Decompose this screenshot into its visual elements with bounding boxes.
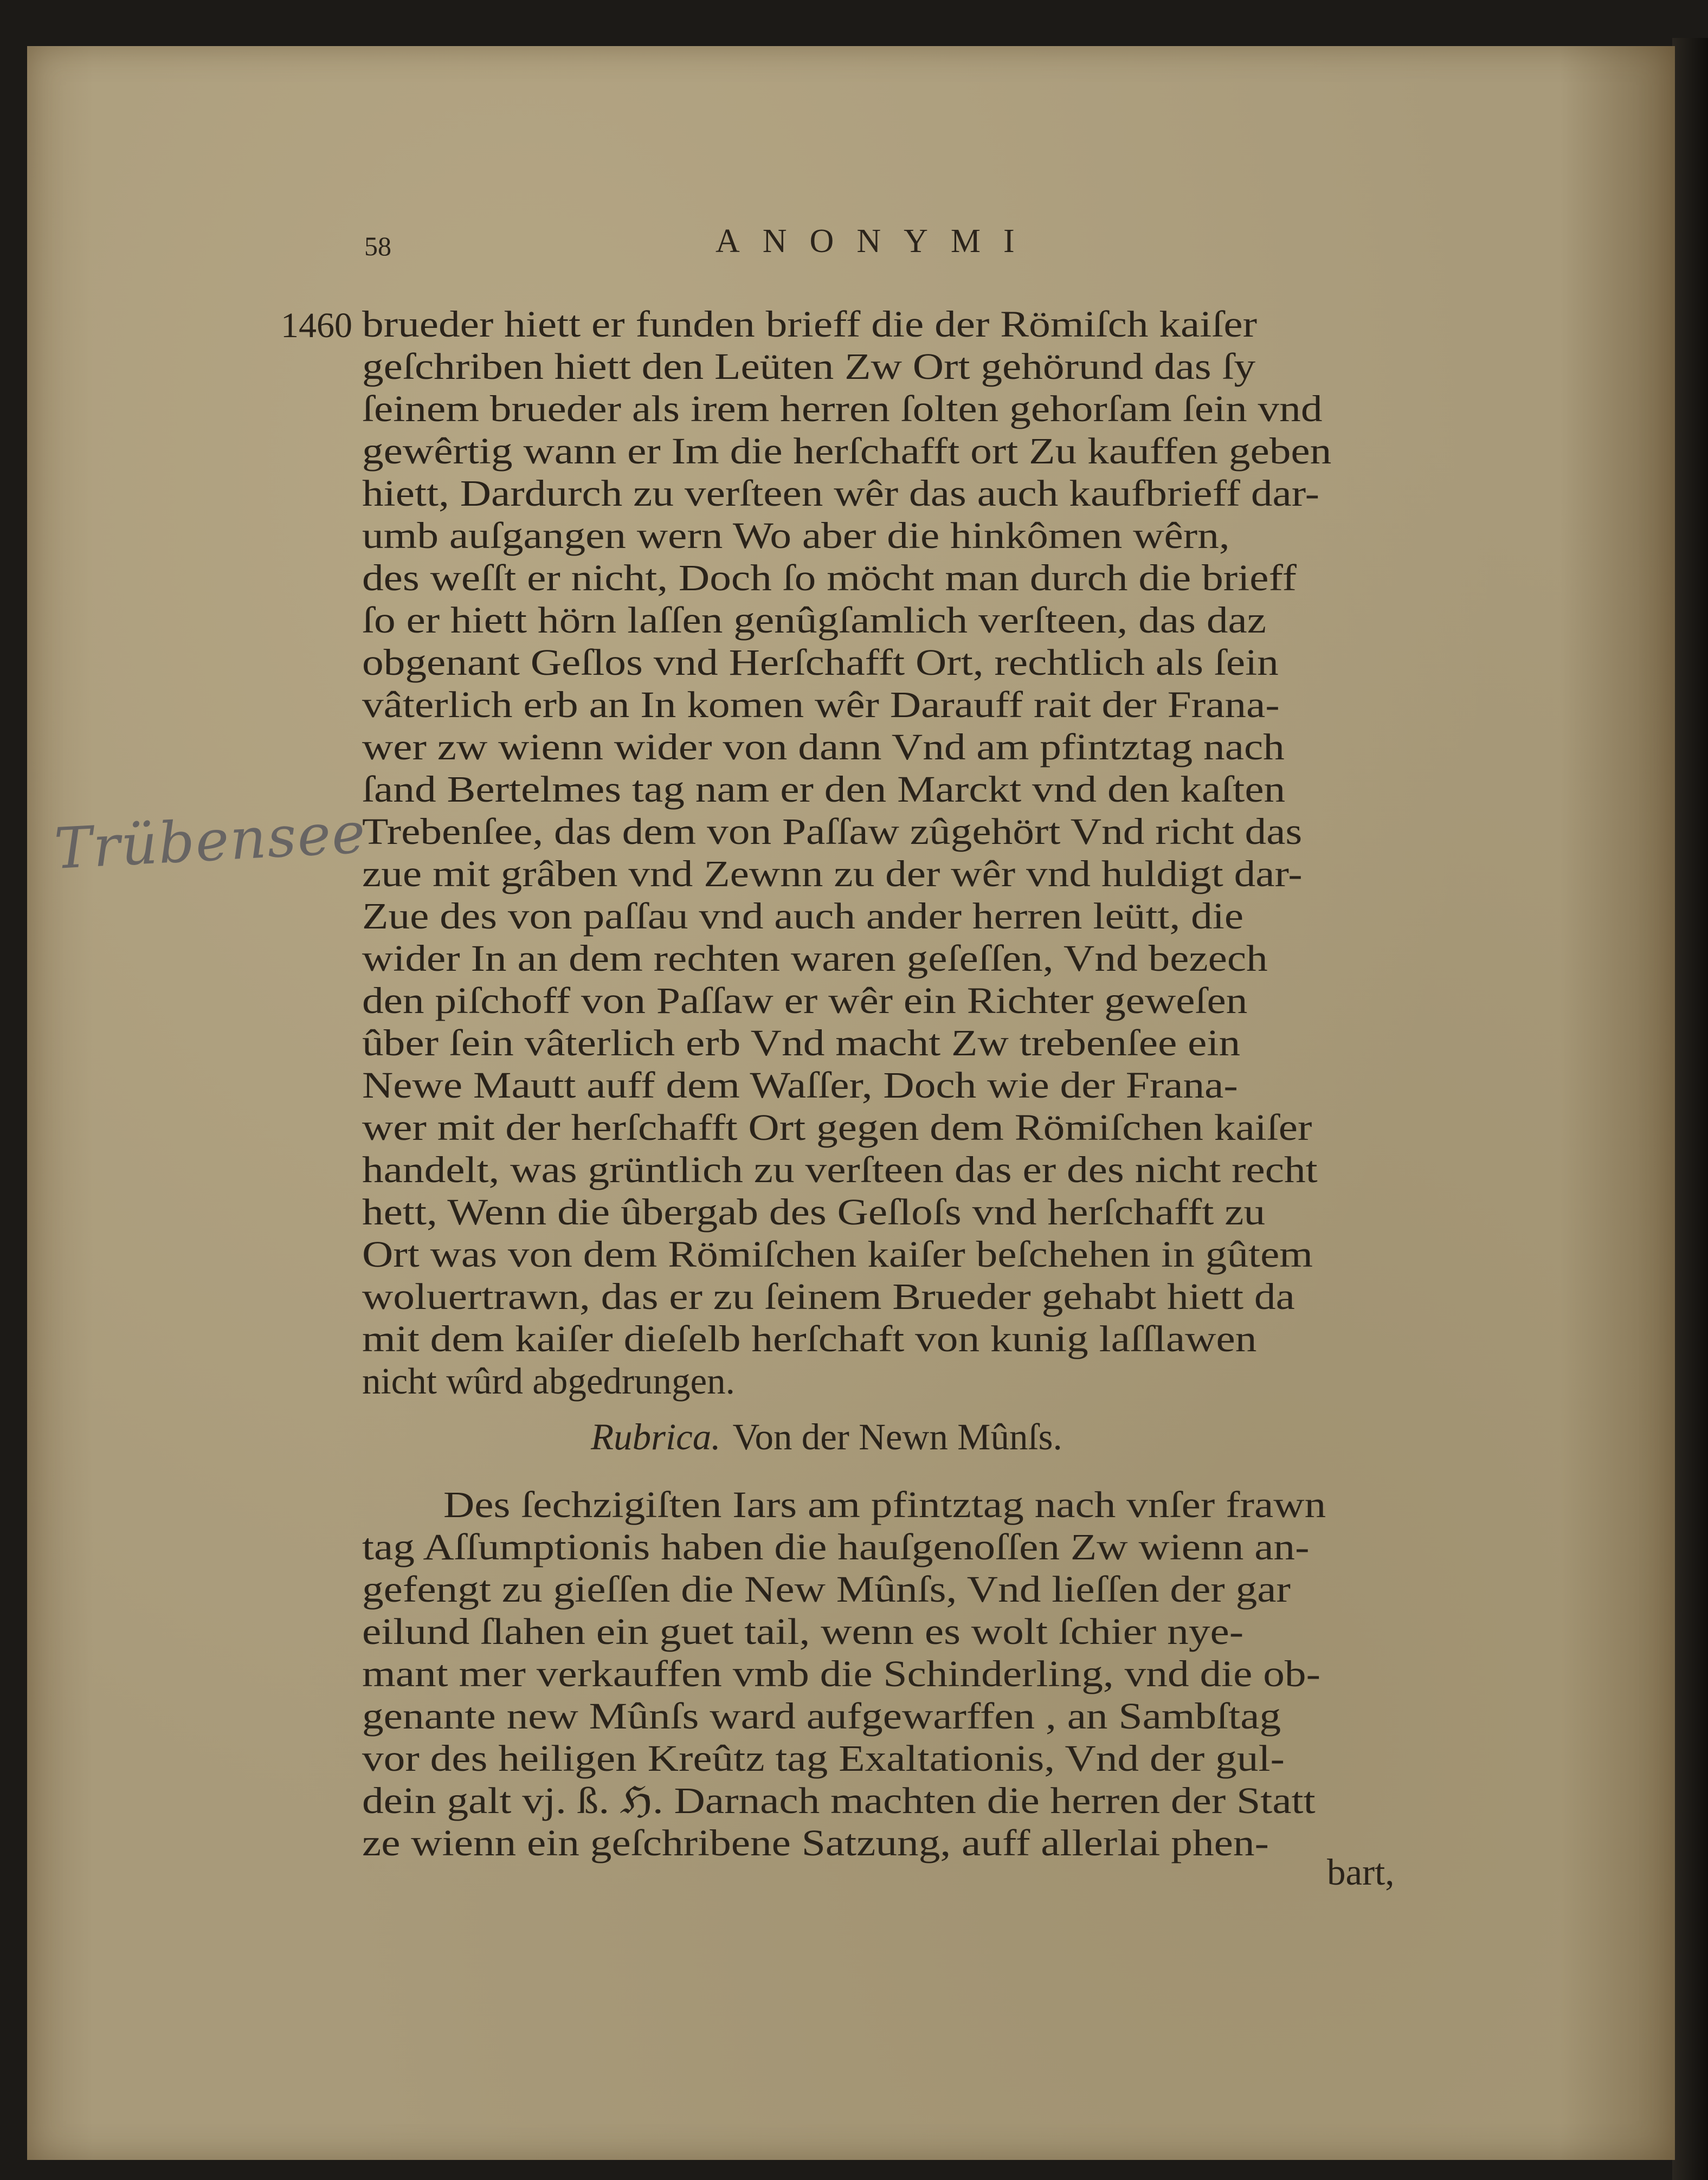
text-line: handelt, was grüntlich zu verſteen das er des nicht recht — [362, 1149, 1318, 1190]
rubric-heading — [591, 1416, 1062, 1459]
catchword: bart, — [1327, 1852, 1395, 1893]
rubric-title: Von der Newn Mûnſs. — [732, 1416, 1062, 1457]
text-line: mit dem kaiſer dieſelb herſchaft von kunig laſſlawen — [362, 1318, 1257, 1359]
text-line: vor des heiligen Kreûtz tag Exaltationis, Vnd der gul- — [362, 1738, 1285, 1779]
text-line: ſo er hiett hörn laſſen genûgſamlich verſteen, das daz — [362, 599, 1266, 641]
year-marker: 1460 — [281, 306, 352, 345]
text-line: ze wienn ein geſchribene Satzung, auff allerlai phen- — [362, 1822, 1269, 1863]
text-line: dein galt vj. ß. ℌ. Darnach machten die herren der Statt — [362, 1780, 1316, 1821]
text-line: Trebenſee, das dem von Paſſaw zûgehört Vnd richt das — [362, 811, 1303, 852]
text-line: tag Aſſumptionis haben die hauſgenoſſen Zw wienn an- — [362, 1526, 1310, 1568]
rubric-label: Rubrica. — [591, 1416, 721, 1457]
text-line: Newe Mautt auff dem Waſſer, Doch wie der Frana- — [362, 1065, 1238, 1106]
text-line: vâterlich erb an In komen wêr Darauff rait der Frana- — [362, 684, 1280, 725]
text-line: ſeinem brueder als irem herren ſolten gehorſam ſein vnd — [362, 388, 1323, 429]
text-line: geſchriben hiett den Leüten Zw Ort gehörund das ſy — [362, 346, 1256, 387]
text-line: wider In an dem rechten waren geſeſſen, Vnd bezech — [362, 938, 1268, 979]
text-line: nicht wûrd abgedrungen. — [362, 1360, 735, 1402]
text-line: Ort was von dem Römiſchen kaiſer beſchehen in gûtem — [362, 1234, 1313, 1275]
text-line: den piſchoff von Paſſaw er wêr ein Richter geweſen — [362, 980, 1248, 1021]
text-line: genante new Mûnſs ward aufgewarffen , an Sambſtag — [362, 1695, 1281, 1737]
text-line: gefengt zu gieſſen die New Mûnſs, Vnd lieſſen der gar — [362, 1569, 1291, 1610]
text-line: hett, Wenn die ûbergab des Geſloſs vnd herſchafft zu — [362, 1191, 1266, 1233]
page-number: 58 — [364, 231, 391, 261]
text-line: gewêrtig wann er Im die herſchafft ort Zu kauffen geben — [362, 430, 1332, 472]
text-line: zue mit grâben vnd Zewnn zu der wêr vnd huldigt dar- — [362, 853, 1303, 894]
text-line: wer zw wienn wider von dann Vnd am pfintztag nach — [362, 726, 1285, 767]
text-line: wer mit der herſchafft Ort gegen dem Römiſchen kaiſer — [362, 1107, 1312, 1148]
text-line: ſand Bertelmes tag nam er den Marckt vnd den kaſten — [362, 769, 1286, 810]
text-line: obgenant Geſlos vnd Herſchafft Ort, rechtlich als ſein — [362, 642, 1279, 683]
text-line: mant mer verkauffen vmb die Schinderling, vnd die ob- — [362, 1653, 1321, 1694]
page-header-title: ANONYMI — [716, 223, 1037, 260]
text-line: eilund ſlahen ein guet tail, wenn es wolt ſchier nye- — [362, 1611, 1244, 1652]
handwritten-margin-note: Trübensee — [53, 799, 368, 882]
text-line: woluertrawn, das er zu ſeinem Brueder gehabt hiett da — [362, 1276, 1295, 1317]
text-line: hiett, Dardurch zu verſteen wêr das auch kaufbrieff dar- — [362, 473, 1320, 514]
text-line: ûber ſein vâterlich erb Vnd macht Zw trebenſee ein — [362, 1022, 1241, 1063]
text-line: Zue des von paſſau vnd auch ander herren leütt, die — [362, 895, 1244, 937]
book-gutter — [1672, 38, 1708, 2180]
text-line: Des ſechzigiſten Iars am pfintztag nach vnſer frawn — [443, 1484, 1326, 1525]
text-line: brueder hiett er funden brieff die der Römiſch kaiſer — [362, 304, 1258, 345]
text-line: des weſſt er nicht, Doch ſo möcht man durch die brieff — [362, 557, 1297, 598]
text-line: umb auſgangen wern Wo aber die hinkômen wêrn, — [362, 515, 1230, 556]
